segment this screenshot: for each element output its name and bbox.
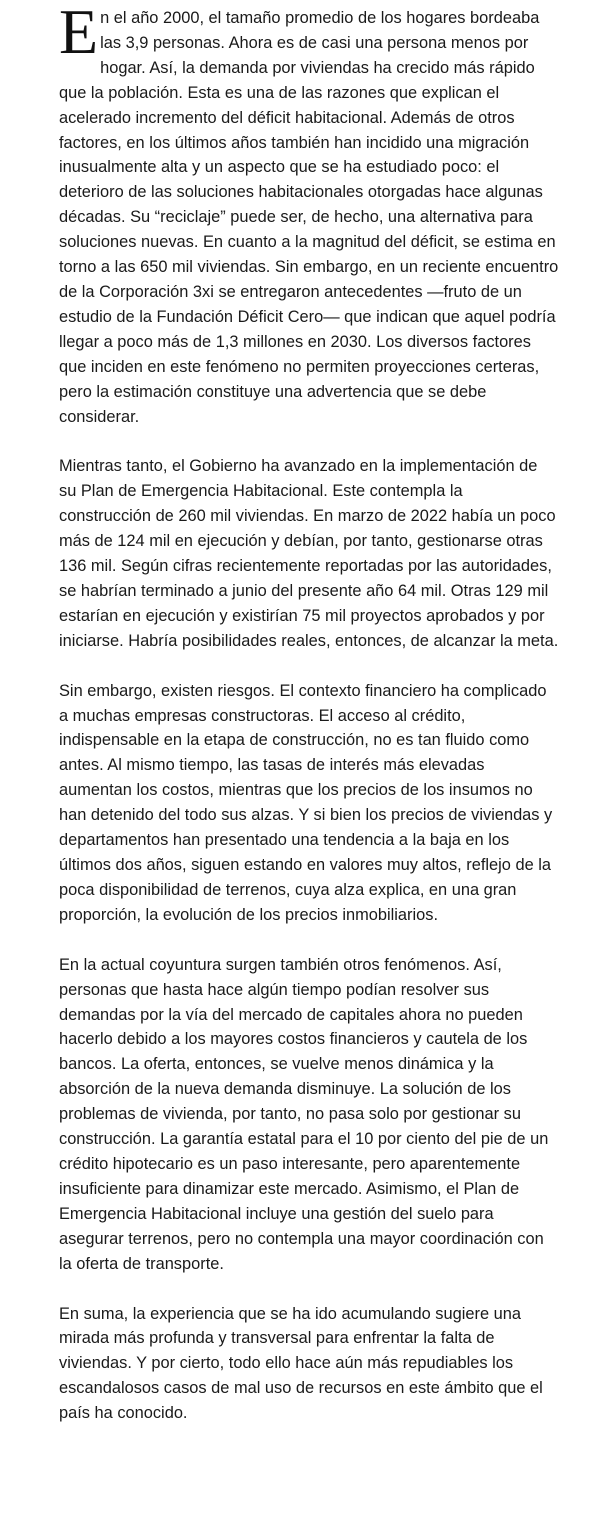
- paragraph-5: En suma, la experiencia que se ha ido acumulando sugiere una mirada más profunda y transversal para enfrentar la falta de viviendas. Y por cierto, todo ello hace aún más repudiables los escandalosos casos de mal uso de recursos en este ámbito que el país ha conocido.: [59, 1304, 543, 1423]
- paragraph-1: [59, 0, 559, 429]
- paragraph-4: En la actual coyuntura surgen también otros fenómenos. Así, personas que hasta hace algún tiempo podían resolver sus demandas por la vía del mercado de capitales ahora no pueden hacerlo debido a los mayores costos financieros y cautela de los bancos. La oferta, entonces, se vuelve menos dinámica y la absorción de la nueva demanda disminuye. La solución de los problemas de vivienda, por tanto, no pasa solo por gestionar su construcción. La garantía estatal para el 10 por ciento del pie de un crédito hipotecario es un paso interesante, pero aparentemente insuficiente para dinamizar este mercado. Asimismo, el Plan de Emergencia Habitacional incluye una gestión del suelo para asegurar terrenos, pero no contempla una mayor coordinación con la oferta de transporte.: [59, 955, 549, 1273]
- paragraph-3: Sin embargo, existen riesgos. El contexto financiero ha complicado a muchas empresas constructoras. El acceso al crédito, indispensable en la etapa de construcción, no es tan fluido como antes. Al mismo tiempo, las tasas de interés más elevadas aumentan los costos, mientras que los precios de los insumos no han detenido del todo sus alzas. Y si bien los precios de viviendas y departamentos han presentado una tendencia a la baja en los últimos dos años, siguen estando en valores muy altos, reflejo de la poca disponibilidad de terrenos, cuya alza explica, en una gran proporción, la evolución de los precios inmobiliarios.: [59, 681, 553, 924]
- paragraph-2: Mientras tanto, el Gobierno ha avanzado en la implementación de su Plan de Emergencia Habitacional. Este contempla la construcción de 260 mil viviendas. En marzo de 2022 había un poco más de 124 mil en ejecución y debían, por tanto, gestionarse otras 136 mil. Según cifras recientemente reportadas por las autoridades, se habrían terminado a junio del presente año 64 mil. Otras 129 mil estarían en ejecución y existirían 75 mil proyectos aprobados y por iniciarse. Habría posibilidades reales, entonces, de alcanzar la meta.: [59, 457, 559, 650]
- drop-cap: E: [59, 0, 99, 67]
- paragraph-1-text: n el año 2000, el tamaño promedio de los hogares bordeaba las 3,9 personas. Ahora es de casi una persona menos por hogar. Así, la demanda por viviendas ha crecido más rápido que la población. Esta es una de las razones que explican el acelerado incremento del déficit habitacional. Además de otros factores, en los últimos años también han incidido una migración inusualmente alta y un aspecto que se ha estudiado poco: el deterioro de las soluciones habitacionales otorgadas hace algunas décadas. Su “reciclaje” puede ser, de hecho, una alternativa para soluciones nuevas. En cuanto a la magnitud del déficit, se estima en torno a las 650 mil viviendas. Sin embargo, en un reciente encuentro de la Corporación 3xi se entregaron antecedentes —fruto de un estudio de la Fundación Déficit Cero— que indican que aquel podría llegar a poco más de 1,3 millones en 2030. Los diversos factores que inciden en este fenómeno no permiten proyecciones certeras, pero la estimación constituye una advertencia que se debe considerar.: [59, 9, 559, 426]
- article-body: [59, 0, 559, 1451]
